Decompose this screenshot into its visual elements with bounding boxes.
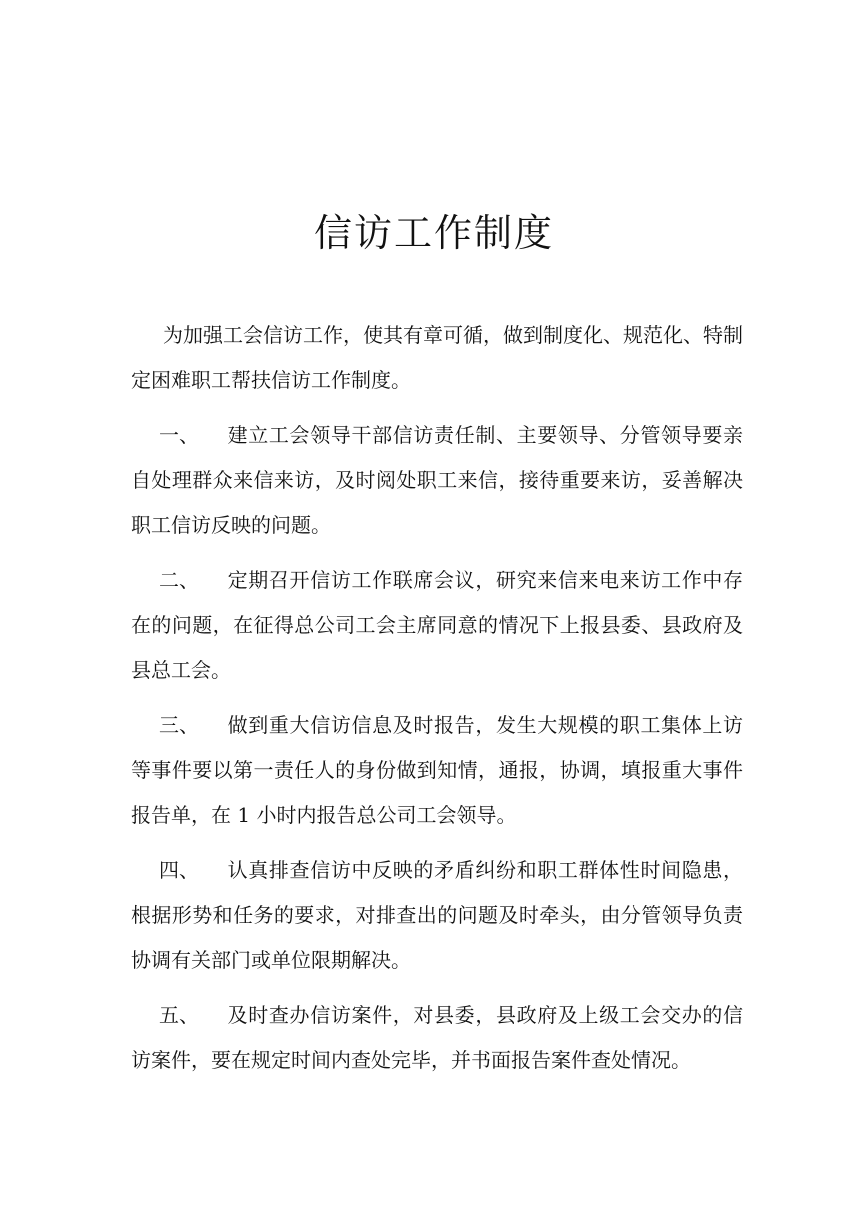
clause-5 — [131, 993, 743, 1083]
clause-number: 五、 — [159, 1003, 199, 1027]
document-title: 信访工作制度 — [313, 211, 554, 255]
clause-text: 认真排查信访中反映的矛盾纠纷和职工群体性时间隐患，根据形势和任务的要求，对排查出的问题及时牵头，由分管领导负责协调有关部门或单位限期解决。 — [131, 858, 743, 972]
clause-number: 二、 — [159, 568, 199, 592]
clause-number: 四、 — [159, 858, 199, 882]
clause-text: 定期召开信访工作联席会议，研究来信来电来访工作中存在的问题，在征得总公司工会主席同意的情况下上报县委、县政府及县总工会。 — [131, 568, 743, 682]
clause-2 — [131, 558, 743, 693]
clause-text: 做到重大信访信息及时报告，发生大规模的职工集体上访等事件要以第一责任人的身份做到知情，通报，协调，填报重大事件报告单，在 1 小时内报告总公司工会领导。 — [131, 713, 743, 827]
clause-text: 建立工会领导干部信访责任制、主要领导、分管领导要亲自处理群众来信来访，及时阅处职工来信，接待重要来访，妥善解决职工信访反映的问题。 — [131, 423, 743, 537]
document-body — [131, 313, 743, 1093]
intro-paragraph: 为加强工会信访工作，使其有章可循，做到制度化、规范化、特制定困难职工帮扶信访工作制度。 — [131, 323, 743, 392]
clause-number: 三、 — [159, 713, 199, 737]
clause-number: 一、 — [159, 423, 199, 447]
clause-3 — [131, 703, 743, 838]
clause-1 — [131, 413, 743, 548]
clause-4 — [131, 848, 743, 983]
clause-text: 及时查办信访案件，对县委，县政府及上级工会交办的信访案件，要在规定时间内查处完毕，并书面报告案件查处情况。 — [131, 1003, 743, 1072]
